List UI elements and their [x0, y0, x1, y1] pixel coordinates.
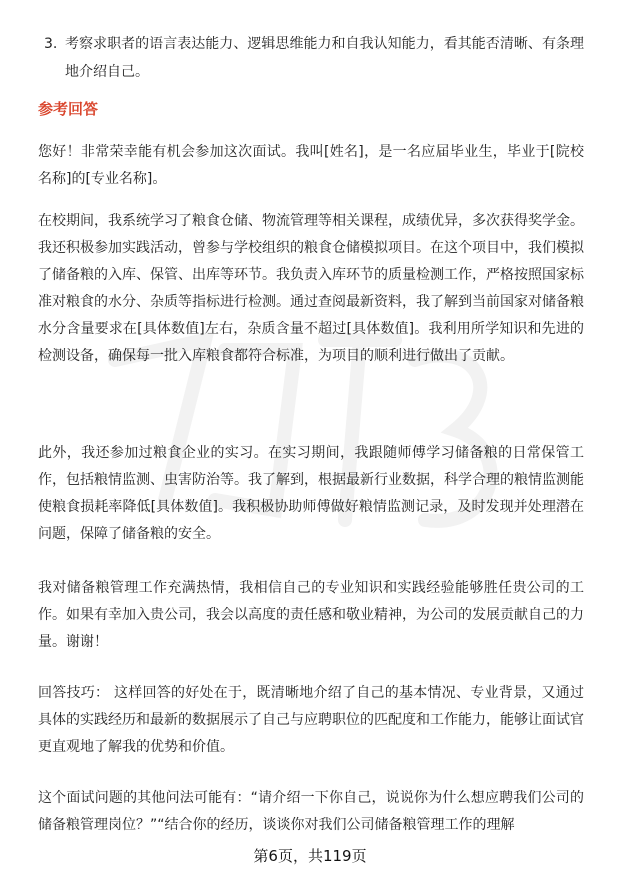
list-number: 3. — [44, 36, 58, 52]
paragraph-greeting: 您好！非常荣幸能有机会参加这次面试。我叫[姓名]，是一名应届毕业生，毕业于[院校名称]的[专业名称]。 — [38, 144, 584, 187]
paragraph-school: 在校期间，我系统学习了粮食仓储、物流管理等相关课程，成绩优异，多次获得奖学金。我还积极参加实践活动，曾参与学校组织的粮食仓储模拟项目。在这个项目中，我们模拟了储备粮的入库、保管、出库等环节。我负责入库环节的质量检测工作，严格按照国家标准对粮食的水分、杂质等指标进行检测。通过查阅最新资料，我了解到当前国家对储备粮水分含量要求在[具体数值]左右，杂质含量不超过[具体数值]。我利用所学知识和先进的检测设备，确保每一批入库粮食都符合标准，为项目的顺利进行做出了贡献。 — [38, 213, 584, 364]
list-text: 考察求职者的语言表达能力、逻辑思维能力和自我认知能力，看其能否清晰、有条理地介绍自己。 — [65, 36, 584, 80]
paragraph-alternatives: 这个面试问题的其他问法可能有：“请介绍一下你自己，说说你为什么想应聘我们公司的储备粮管理岗位？”“结合你的经历，谈谈你对我们公司储备粮管理工作的理解 — [38, 790, 584, 833]
paragraph-tips: 回答技巧： 这样回答的好处在于，既清晰地介绍了自己的基本情况、专业背景，又通过具体的实践经历和最新的数据展示了自己与应聘职位的匹配度和工作能力，能够让面试官更直观地了解我的优势和价值。 — [38, 685, 584, 755]
list-item-3 — [44, 30, 584, 86]
section-heading: 参考回答 — [38, 100, 99, 118]
page-number: 第6页，共119页 — [253, 847, 367, 865]
paragraph-closing: 我对储备粮管理工作充满热情，我相信自己的专业知识和实践经验能够胜任贵公司的工作。如果有幸加入贵公司，我会以高度的责任感和敬业精神，为公司的发展贡献自己的力量。谢谢！ — [38, 580, 584, 650]
paragraph-internship: 此外，我还参加过粮食企业的实习。在实习期间，我跟随师傅学习储备粮的日常保管工作，包括粮情监测、虫害防治等。我了解到，根据最新行业数据，科学合理的粮情监测能使粮食损耗率降低[具体数值]。我积极协助师傅做好粮情监测记录，及时发现并处理潜在问题，保障了储备粮的安全。 — [38, 445, 584, 542]
